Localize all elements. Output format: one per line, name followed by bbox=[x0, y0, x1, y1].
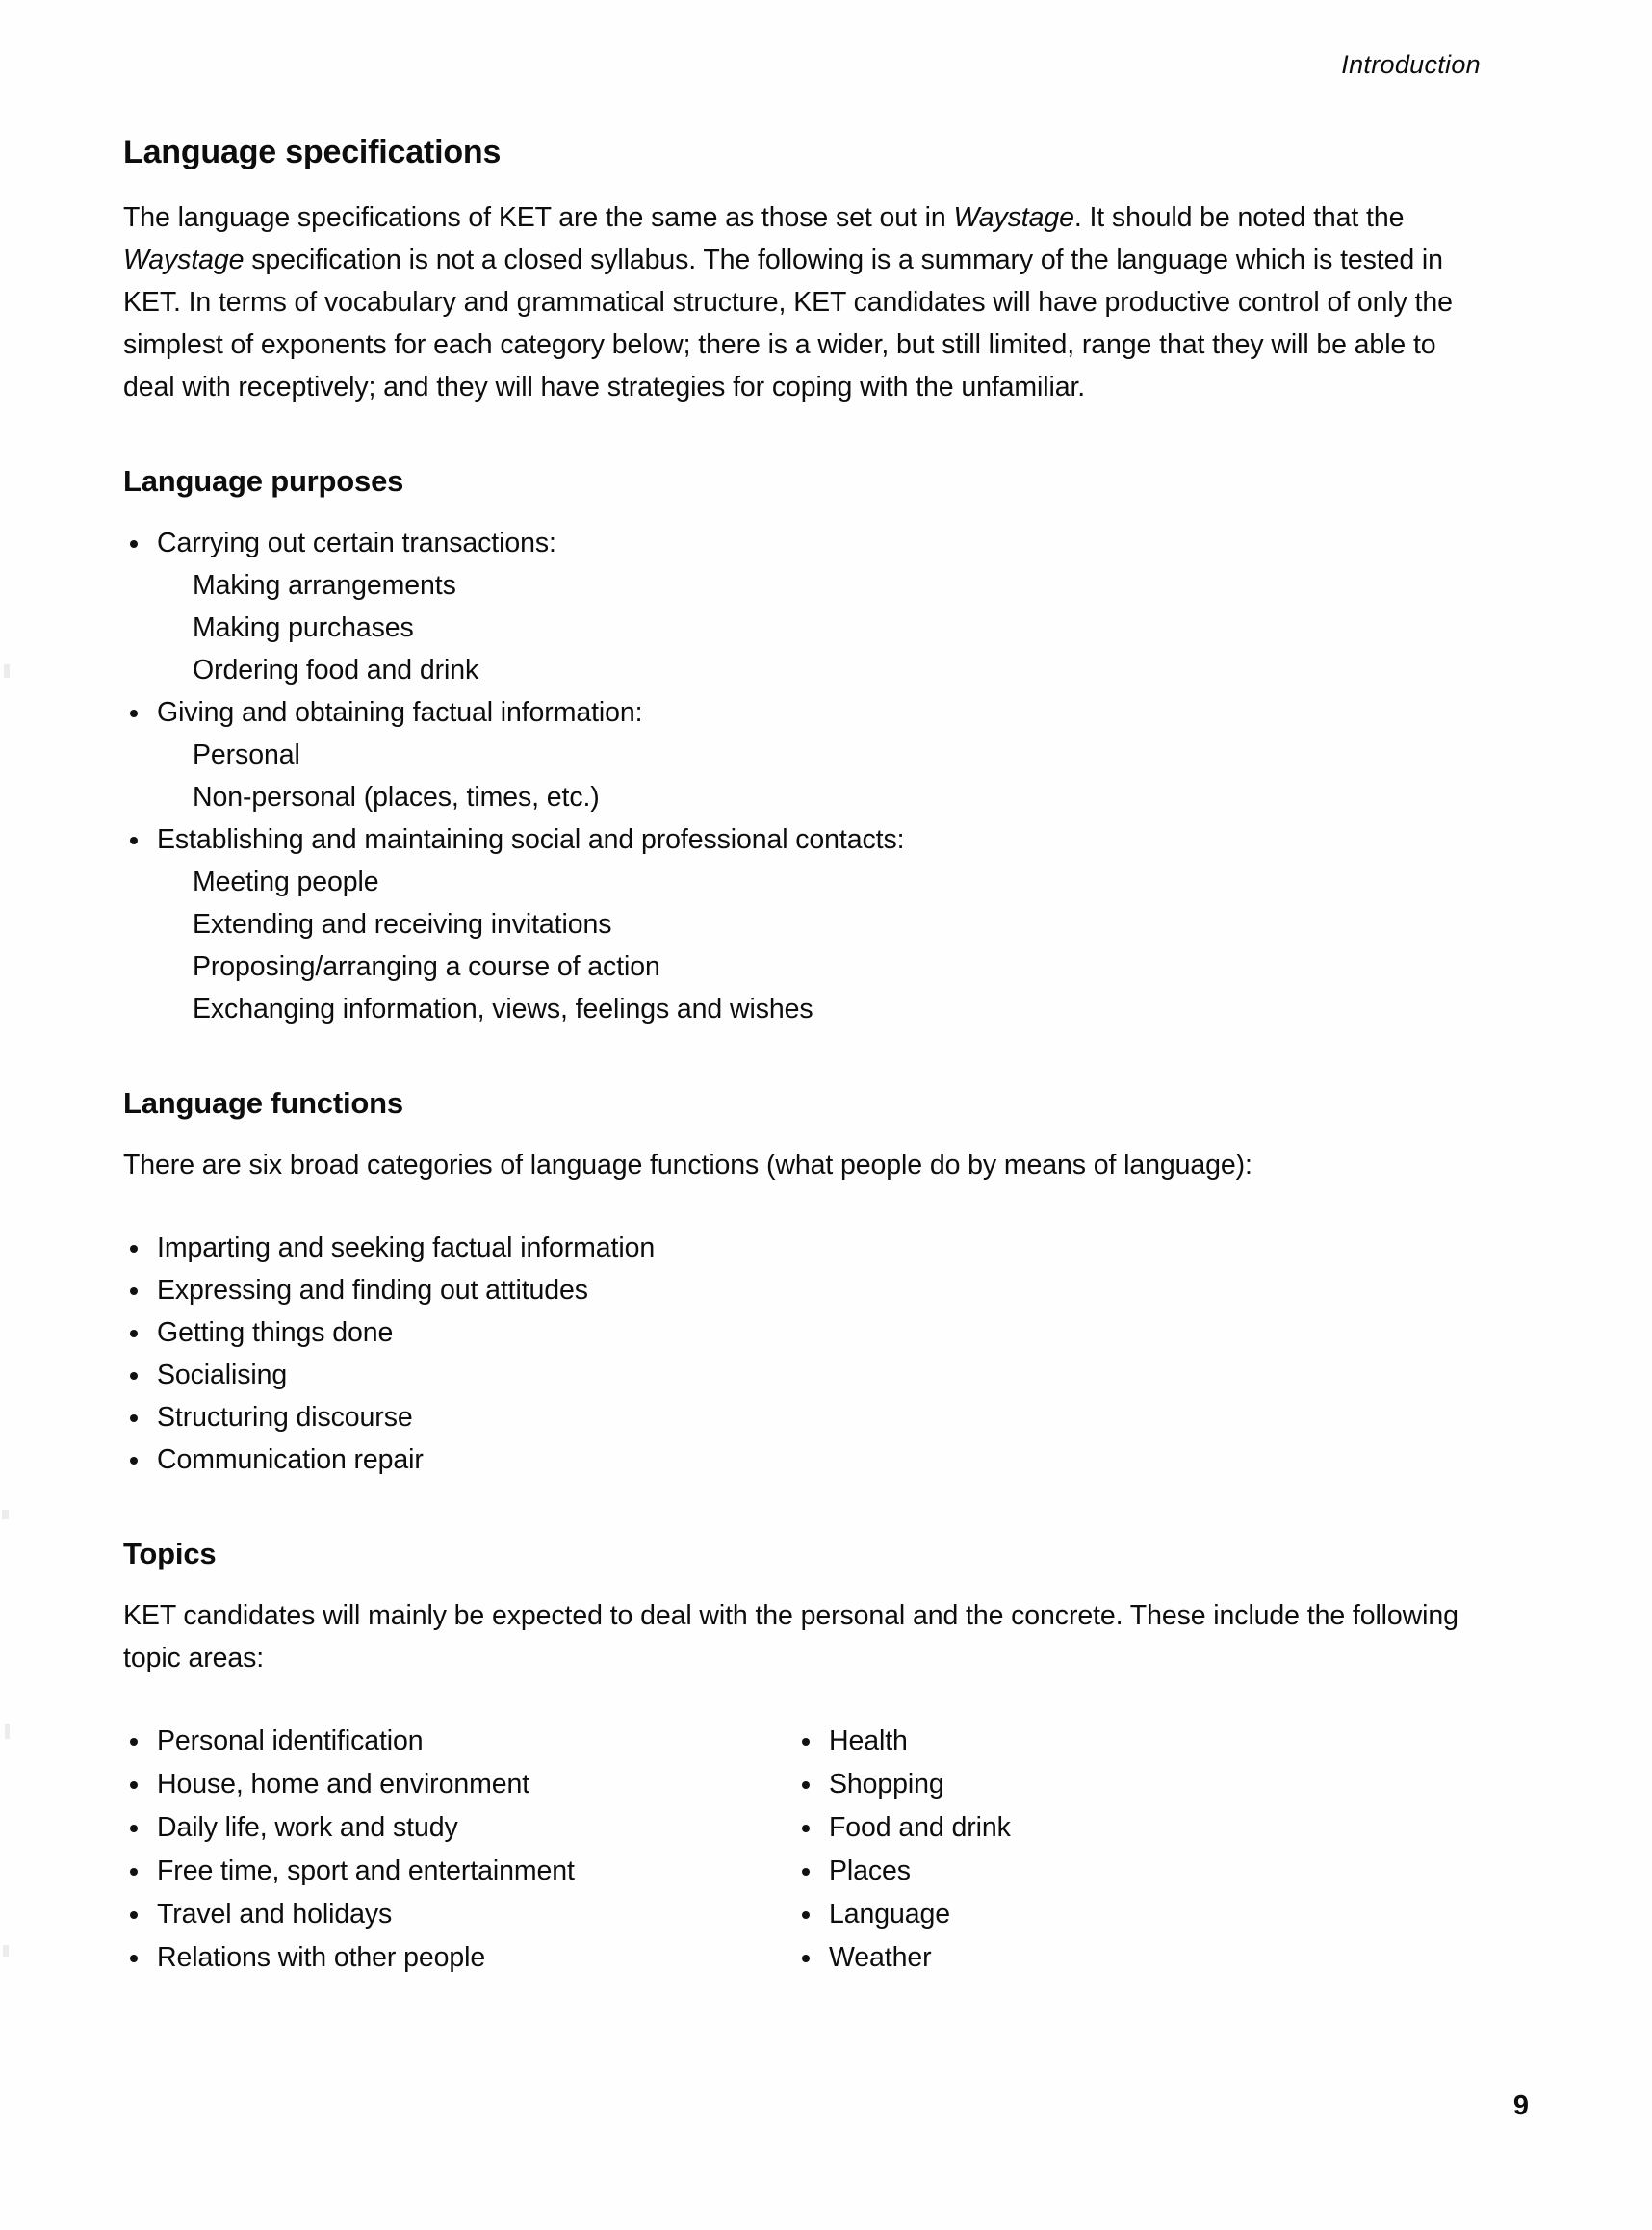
paragraph-part-2: . It should be noted that the bbox=[1073, 202, 1405, 233]
language-function-item-label: Getting things done bbox=[157, 1317, 394, 1348]
bullet-dot-icon bbox=[130, 540, 138, 548]
running-head: Introduction bbox=[1341, 50, 1481, 79]
language-function-item-label: Socialising bbox=[157, 1360, 288, 1390]
language-purpose-sublist bbox=[157, 734, 1490, 818]
bullet-dot-icon bbox=[130, 1825, 138, 1832]
bullet-dot-icon bbox=[130, 1372, 138, 1380]
language-purpose-item bbox=[123, 818, 1490, 1030]
bullet-dot-icon bbox=[130, 1781, 138, 1789]
language-purpose-subitem: Extending and receiving invitations bbox=[193, 909, 612, 940]
bullet-dot-icon bbox=[802, 1911, 810, 1919]
language-purposes-list bbox=[123, 522, 1490, 1030]
spacer bbox=[123, 1679, 1490, 1720]
paragraph-part-3: specification is not a closed syllabus. The following is a summary of the language which is tested in KET. In terms of vocabulary and grammatical structure, KET candidates will have productive control of only the simplest of exponents for each category below; there is a wider, but still limited, range that they will be able to deal with receptively; and they will have strategies for coping with the unfamiliar. bbox=[123, 245, 1453, 402]
bullet-dot-icon bbox=[130, 1414, 138, 1422]
topic-item-label: Places bbox=[829, 1855, 911, 1886]
language-purpose-item bbox=[123, 691, 1490, 818]
language-specifications-paragraph bbox=[123, 196, 1490, 408]
bullet-dot-icon bbox=[802, 1868, 810, 1876]
language-purpose-subitem: Meeting people bbox=[193, 867, 379, 897]
language-function-item bbox=[123, 1354, 1490, 1396]
topic-item-label: Shopping bbox=[829, 1769, 944, 1800]
scan-artifact bbox=[4, 664, 10, 678]
bullet-dot-icon bbox=[130, 1457, 138, 1465]
spacer bbox=[123, 1481, 1490, 1537]
waystage-term-2: Waystage bbox=[123, 245, 245, 275]
topic-item-label: Travel and holidays bbox=[157, 1899, 393, 1930]
language-function-item bbox=[123, 1439, 1490, 1481]
topic-item bbox=[795, 1936, 1373, 1980]
topic-item-label: Health bbox=[829, 1725, 908, 1756]
bullet-dot-icon bbox=[130, 1245, 138, 1253]
topic-item bbox=[123, 1936, 720, 1980]
topics-heading: Topics bbox=[123, 1537, 217, 1570]
topics-list-left bbox=[123, 1720, 720, 1980]
topic-item-label: Language bbox=[829, 1899, 951, 1930]
bullet-dot-icon bbox=[130, 1911, 138, 1919]
topic-item bbox=[795, 1806, 1373, 1850]
topic-item bbox=[123, 1893, 720, 1936]
topics-column-right bbox=[720, 1720, 1373, 1980]
language-function-item bbox=[123, 1311, 1490, 1354]
bullet-dot-icon bbox=[130, 837, 138, 844]
topic-item-label: Food and drink bbox=[829, 1812, 1011, 1843]
language-function-item bbox=[123, 1227, 1490, 1269]
language-purpose-item-label: Giving and obtaining factual information: bbox=[157, 697, 643, 728]
language-function-item-label: Communication repair bbox=[157, 1444, 424, 1475]
spacer bbox=[123, 1186, 1490, 1227]
language-purpose-subitem: Exchanging information, views, feelings and wishes bbox=[193, 994, 813, 1024]
scan-artifact bbox=[3, 1945, 9, 1957]
topic-item-label: Relations with other people bbox=[157, 1942, 486, 1973]
scan-artifact bbox=[2, 1510, 9, 1519]
language-purpose-sublist bbox=[157, 564, 1490, 691]
bullet-dot-icon bbox=[802, 1781, 810, 1789]
language-function-item-label: Imparting and seeking factual information bbox=[157, 1232, 656, 1263]
topic-item bbox=[123, 1720, 720, 1763]
topic-item-label: Weather bbox=[829, 1942, 932, 1973]
language-function-item bbox=[123, 1269, 1490, 1311]
bullet-dot-icon bbox=[130, 1287, 138, 1295]
spacer bbox=[123, 1030, 1490, 1086]
language-function-item-label: Expressing and finding out attitudes bbox=[157, 1275, 588, 1306]
waystage-term-1: Waystage bbox=[953, 202, 1074, 233]
topic-item bbox=[795, 1720, 1373, 1763]
language-purpose-item bbox=[123, 522, 1490, 691]
topics-intro: KET candidates will mainly be expected to deal with the personal and the concrete. These include the following topic areas: bbox=[123, 1600, 1458, 1673]
language-function-item-label: Structuring discourse bbox=[157, 1402, 413, 1433]
bullet-dot-icon bbox=[130, 1738, 138, 1746]
language-purpose-subitem: Proposing/arranging a course of action bbox=[193, 951, 660, 982]
spacer bbox=[123, 408, 1490, 464]
topic-item bbox=[123, 1763, 720, 1806]
topics-list-right bbox=[795, 1720, 1373, 1980]
language-purpose-item-label: Establishing and maintaining social and professional contacts: bbox=[157, 824, 905, 855]
language-functions-heading: Language functions bbox=[123, 1086, 403, 1120]
topic-item-label: House, home and environment bbox=[157, 1769, 530, 1800]
bullet-dot-icon bbox=[130, 1868, 138, 1876]
page-content bbox=[123, 50, 1490, 1980]
topic-item bbox=[123, 1850, 720, 1893]
language-purpose-subitem: Ordering food and drink bbox=[193, 655, 479, 686]
topic-item bbox=[795, 1850, 1373, 1893]
topics-columns bbox=[123, 1720, 1490, 1980]
bullet-dot-icon bbox=[130, 710, 138, 717]
bullet-dot-icon bbox=[802, 1738, 810, 1746]
topic-item bbox=[123, 1806, 720, 1850]
topic-item-label: Personal identification bbox=[157, 1725, 424, 1756]
language-function-item bbox=[123, 1396, 1490, 1439]
language-purpose-sublist bbox=[157, 861, 1490, 1030]
bullet-dot-icon bbox=[130, 1330, 138, 1337]
scan-artifact bbox=[5, 1724, 10, 1739]
language-purpose-subitem: Personal bbox=[193, 739, 300, 770]
language-purposes-heading: Language purposes bbox=[123, 464, 404, 498]
topic-item bbox=[795, 1893, 1373, 1936]
page-number: 9 bbox=[1512, 2090, 1529, 2121]
language-purpose-item-label: Carrying out certain transactions: bbox=[157, 528, 556, 558]
language-purpose-subitem: Non-personal (places, times, etc.) bbox=[193, 782, 600, 813]
topic-item-label: Free time, sport and entertainment bbox=[157, 1855, 575, 1886]
bullet-dot-icon bbox=[802, 1955, 810, 1962]
topic-item-label: Daily life, work and study bbox=[157, 1812, 458, 1843]
topic-item bbox=[795, 1763, 1373, 1806]
page-title: Language specifications bbox=[123, 134, 502, 170]
topics-column-left bbox=[123, 1720, 720, 1980]
language-purpose-subitem: Making arrangements bbox=[193, 570, 456, 601]
paragraph-part-1: The language specifications of KET are the same as those set out in bbox=[123, 202, 954, 233]
bullet-dot-icon bbox=[802, 1825, 810, 1832]
language-functions-intro: There are six broad categories of language functions (what people do by means of language): bbox=[123, 1150, 1252, 1180]
language-purpose-subitem: Making purchases bbox=[193, 612, 414, 643]
language-functions-list bbox=[123, 1227, 1490, 1481]
bullet-dot-icon bbox=[130, 1955, 138, 1962]
